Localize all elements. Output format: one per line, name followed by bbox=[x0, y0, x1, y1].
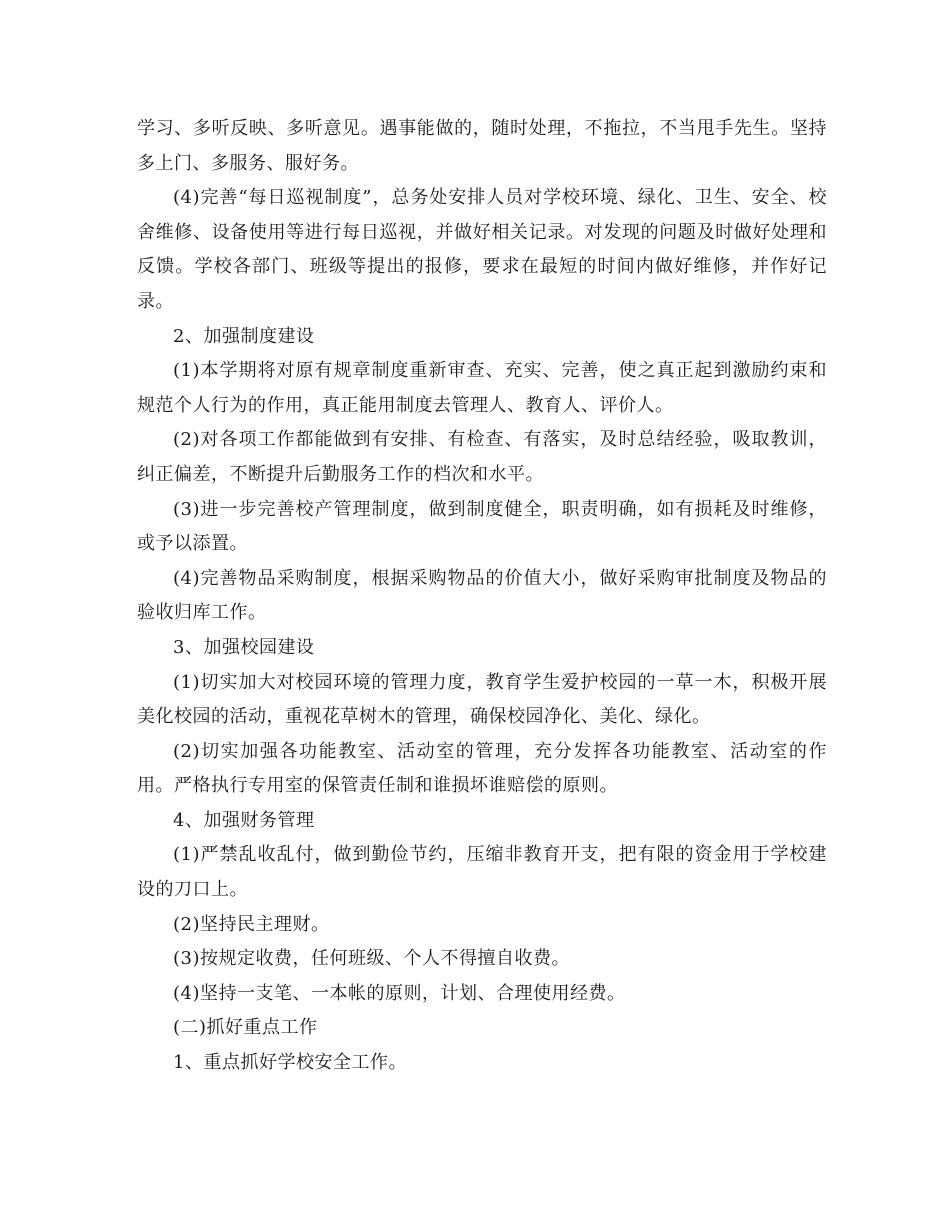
paragraph: (2)坚持民主理财。 bbox=[173, 913, 330, 935]
paragraph: (3)按规定收费，任何班级、个人不得擅自收费。 bbox=[173, 948, 570, 970]
paragraph: (1)切实加大对校园环境的管理力度，教育学生爱护校园的一草一木，积极开展美化校园的活动，重视花草树木的管理，确保校园净化、美化、绿化。 bbox=[137, 671, 827, 728]
paragraph: (4)完善物品采购制度，根据采购物品的价值大小，做好采购审批制度及物品的验收归库工作。 bbox=[137, 567, 827, 624]
section-heading: (二)抓好重点工作 bbox=[173, 1017, 318, 1039]
paragraph: (1)本学期将对原有规章制度重新审查、充实、完善，使之真正起到激励约束和规范个人行为的作用，真正能用制度去管理人、教育人、评价人。 bbox=[137, 360, 827, 416]
paragraph: (1)严禁乱收乱付，做到勤俭节约，压缩非教育开支，把有限的资金用于学校建设的刀口上。 bbox=[137, 844, 827, 901]
paragraph: (2)对各项工作都能做到有安排、有检查、有落实，及时总结经验，吸取教训，纠正偏差，不断提升后勤服务工作的档次和水平。 bbox=[137, 429, 827, 485]
paragraph: 1、重点抓好学校安全工作。 bbox=[173, 1052, 407, 1074]
paragraph: (4)完善“每日巡视制度”，总务处安排人员对学校环境、绿化、卫生、安全、校舍维修、设备使用等进行每日巡视，并做好相关记录。对发现的问题及时做好处理和反馈。学校各部门、班级等提出的报修，要求在最短的时间内做好维修，并作好记录。 bbox=[137, 187, 827, 312]
paragraph: (4)坚持一支笔、一本帐的原则，计划、合理使用经费。 bbox=[173, 982, 626, 1004]
section-heading: 4、加强财务管理 bbox=[173, 809, 315, 831]
paragraph: (3)进一步完善校产管理制度，做到制度健全，职责明确，如有损耗及时维修，或予以添置。 bbox=[137, 498, 827, 555]
section-heading: 2、加强制度建设 bbox=[173, 325, 315, 347]
section-heading: 3、加强校园建设 bbox=[173, 636, 315, 658]
document-body bbox=[137, 112, 827, 1081]
paragraph: 学习、多听反映、多听意见。遇事能做的，随时处理，不拖拉，不当甩手先生。坚持多上门、多服务、服好务。 bbox=[137, 118, 827, 174]
paragraph: (2)切实加强各功能教室、活动室的管理，充分发挥各功能教室、活动室的作用。严格执行专用室的保管责任制和谁损坏谁赔偿的原则。 bbox=[137, 740, 827, 797]
